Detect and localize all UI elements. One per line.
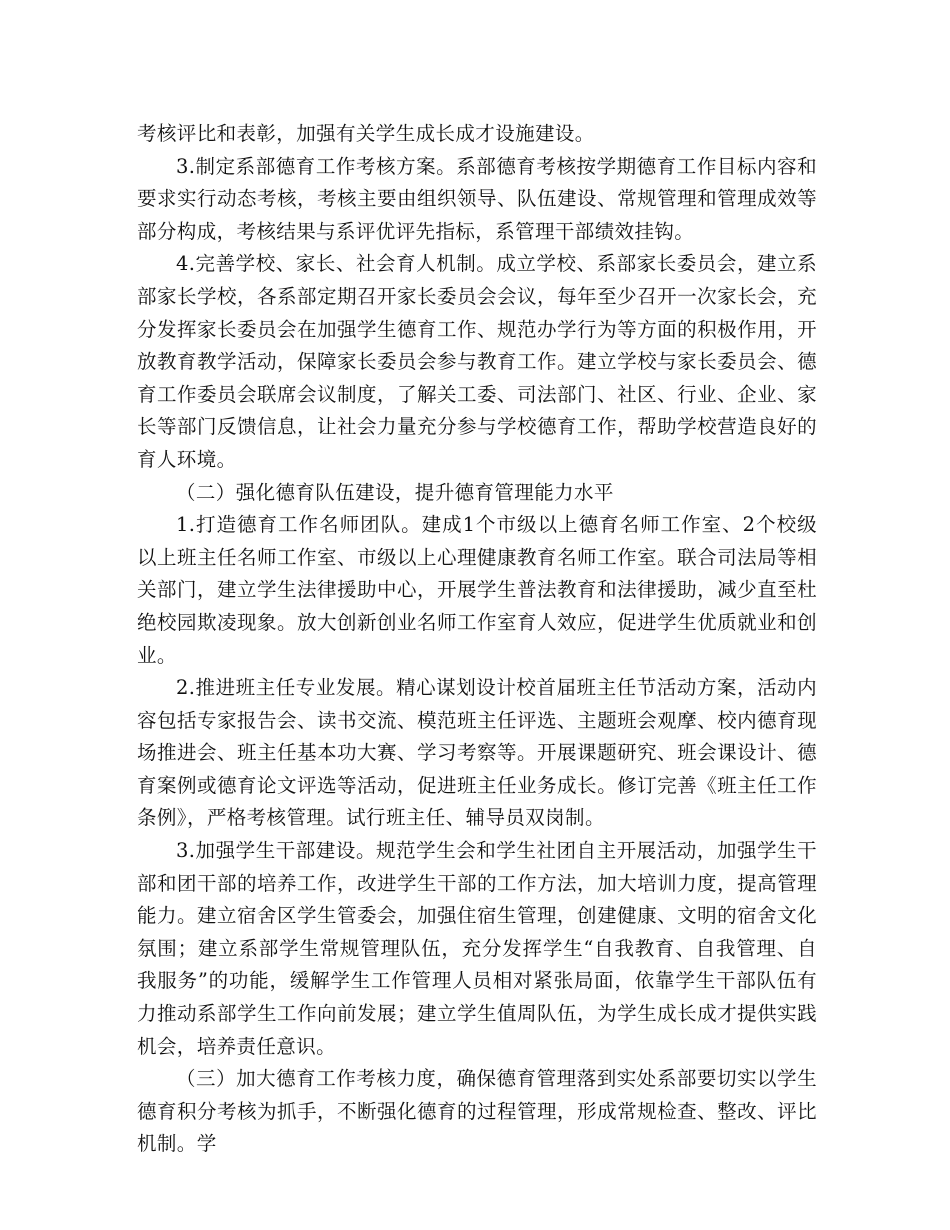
- document-page: [137, 118, 817, 1161]
- paragraph-item-3-student-cadres: 3.加强学生干部建设。规范学生会和学生社团自主开展活动，加强学生干部和团干部的培养工作，改进学生干部的工作方法，加大培训力度，提高管理能力。建立宿舍区学生管委会，加强住宿生管理，创建健康、文明的宿舍文化氛围；建立系部学生常规管理队伍，充分发挥学生“自我教育、自我管理、自我服务”的功能，缓解学生工作管理人员相对紧张局面，依靠学生干部队伍有力推动系部学生工作向前发展；建立学生值周队伍，为学生成长成才提供实践机会，培养责任意识。: [137, 839, 817, 1058]
- paragraph-continuation: 考核评比和表彰，加强有关学生成长成才设施建设。: [137, 122, 595, 145]
- section-heading-2: （二）强化德育队伍建设，提升德育管理能力水平: [176, 480, 614, 504]
- paragraph-item-3-assessment-plan: 3.制定系部德育工作考核方案。系部德育考核按学期德育工作目标内容和要求实行动态考核，考核主要由组织领导、队伍建设、常规管理和管理成效等部分构成，考核结果与系评优评先指标，系管理干部绩效挂钩。: [137, 154, 817, 243]
- section-heading-3: （三）加大德育工作考核力度，确保德育管理落到实处系部要切实以学生德育积分考核为抓手，不断强化德育的过程管理，形成常规检查、整改、评比机制。学: [137, 1067, 817, 1156]
- paragraph-item-4-education-mechanism: 4.完善学校、家长、社会育人机制。成立学校、系部家长委员会，建立系部家长学校，各系部定期召开家长委员会会议，每年至少召开一次家长会，充分发挥家长委员会在加强学生德育工作、规范办学行为等方面的积极作用，开放教育教学活动，保障家长委员会参与教育工作。建立学校与家长委员会、德育工作委员会联席会议制度，了解关工委、司法部门、社区、行业、企业、家长等部门反馈信息，让社会力量充分参与学校德育工作，帮助学校营造良好的育人环境。: [137, 252, 817, 471]
- paragraph-item-2-head-teacher: 2.推进班主任专业发展。精心谋划设计校首届班主任节活动方案，活动内容包括专家报告会、读书交流、模范班主任评选、主题班会观摩、校内德育现场推进会、班主任基本功大赛、学习考察等。开展课题研究、班会课设计、德育案例或德育论文评选等活动，促进班主任业务成长。修订完善《班主任工作条例》，严格考核管理。试行班主任、辅导员双岗制。: [137, 676, 817, 830]
- paragraph-item-1-teacher-team: 1.打造德育工作名师团队。建成1个市级以上德育名师工作室、2个校级以上班主任名师工作室、市级以上心理健康教育名师工作室。联合司法局等相关部门，建立学生法律援助中心，开展学生普法教育和法律援助，减少直至杜绝校园欺凌现象。放大创新创业名师工作室育人效应，促进学生优质就业和创业。: [137, 513, 817, 667]
